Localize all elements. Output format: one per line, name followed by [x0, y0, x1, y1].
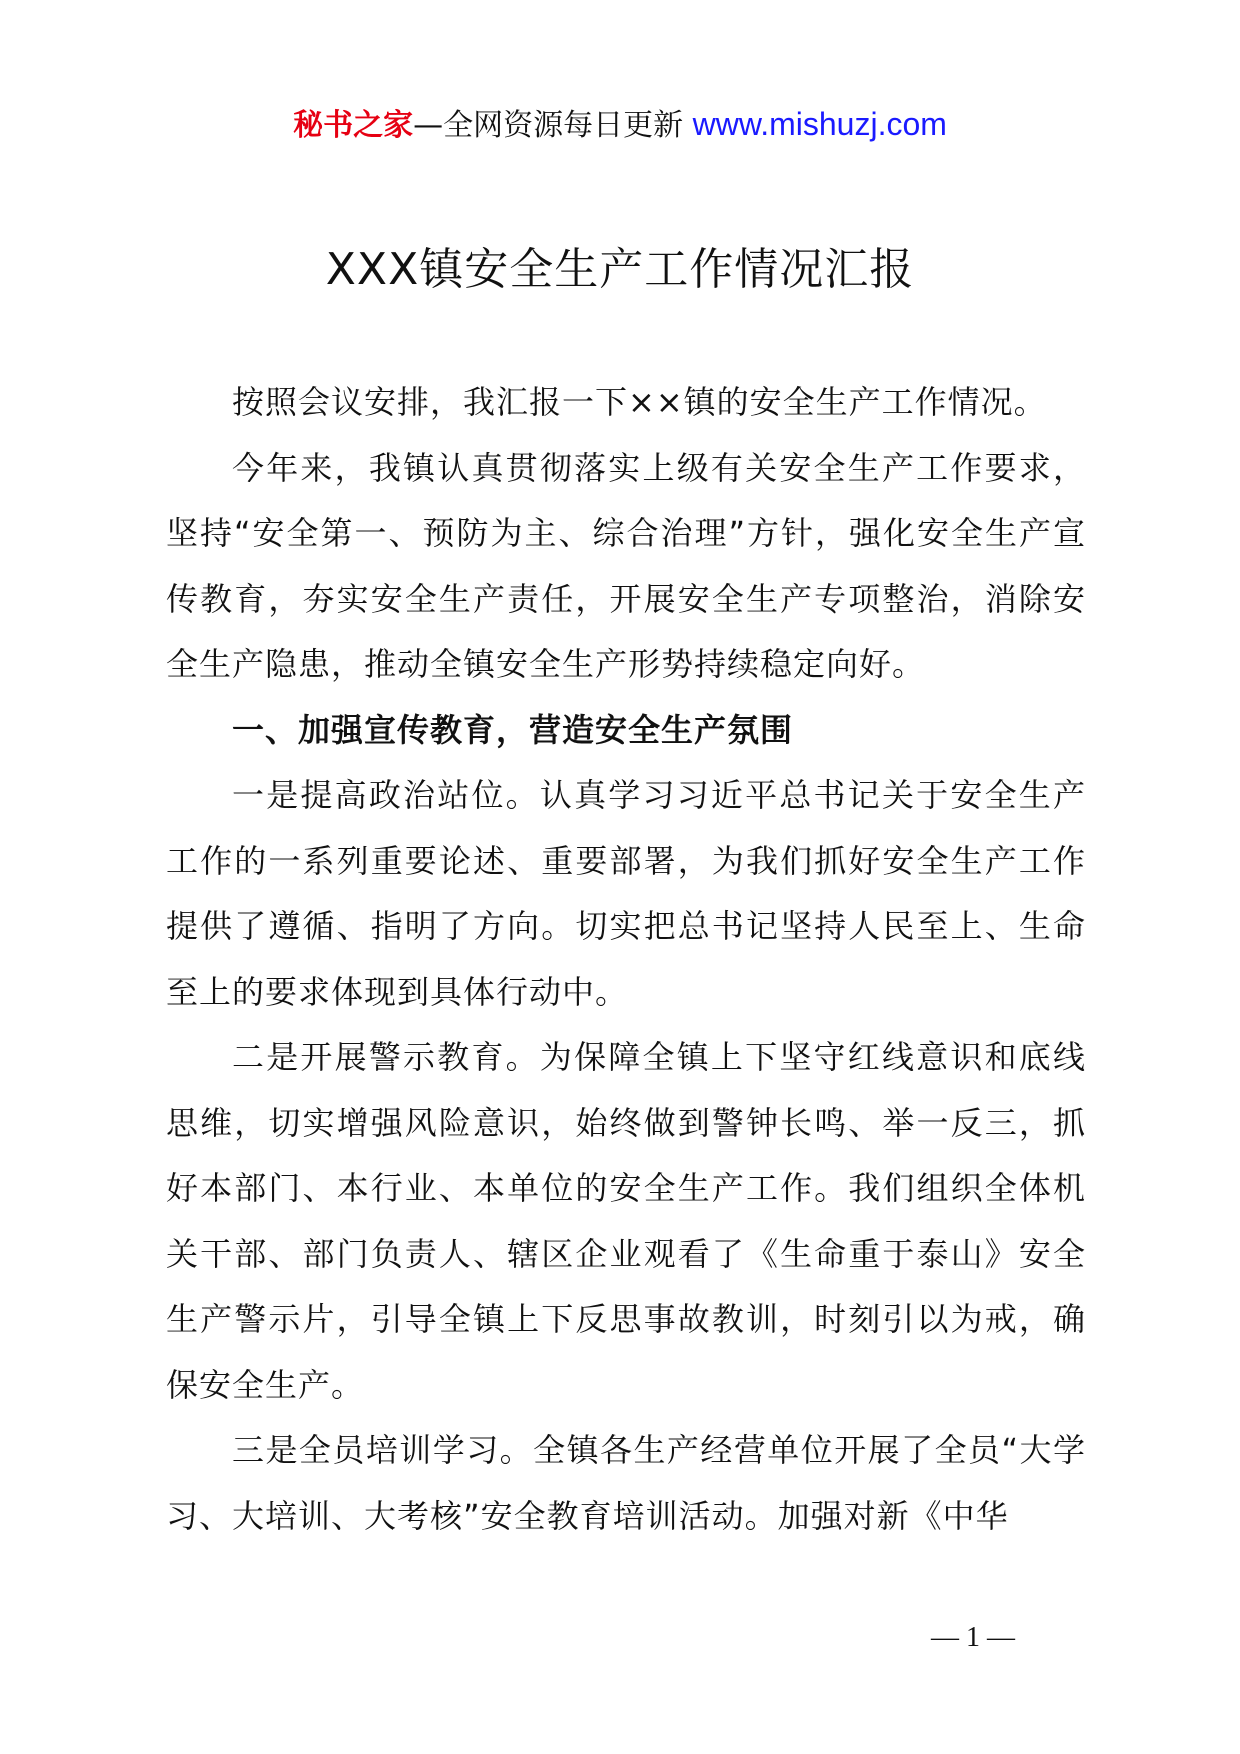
document-title: XXX镇安全生产工作情况汇报	[325, 244, 915, 295]
banner-tagline: —全网资源每日更新	[413, 108, 693, 143]
body-paragraph: 二是开展警示教育。为保障全镇上下坚守红线意识和底线思维，切实增强风险意识，始终做到警钟长鸣、举一反三，抓好本部门、本行业、本单位的安全生产工作。我们组织全体机关干部、部门负责人、辖区企业观看了《生命重于泰山》安全生产警示片，引导全镇上下反思事故教训，时刻引以为戒，确保安全生产。	[166, 1038, 1086, 1404]
summary-paragraph: 今年来，我镇认真贯彻落实上级有关安全生产工作要求，坚持“安全第一、预防为主、综合治理”方针，强化安全生产宣传教育，夯实安全生产责任，开展安全生产专项整治，消除安全生产隐患，推动全镇安全生产形势持续稳定向好。	[166, 448, 1086, 683]
body-paragraph: 一是提高政治站位。认真学习习近平总书记关于安全生产工作的一系列重要论述、重要部署，为我们抓好安全生产工作提供了遵循、指明了方向。切实把总书记坚持人民至上、生命至上的要求体现到具体行动中。	[166, 776, 1086, 1011]
brand-name: 秘书之家	[293, 108, 414, 143]
page-number: — 1 —	[931, 1622, 1015, 1653]
section-heading: 一、加强宣传教育，营造安全生产氛围	[232, 710, 794, 749]
site-banner	[0, 104, 1240, 146]
document-body	[166, 370, 1086, 1549]
body-paragraph: 三是全员培训学习。全镇各生产经营单位开展了全员“大学习、大培训、大考核”安全教育培训活动。加强对新《中华	[166, 1431, 1086, 1535]
intro-paragraph: 按照会议安排，我汇报一下××镇的安全生产工作情况。	[232, 383, 1047, 421]
site-url-link[interactable]: www.mishuzj.com	[692, 106, 947, 142]
